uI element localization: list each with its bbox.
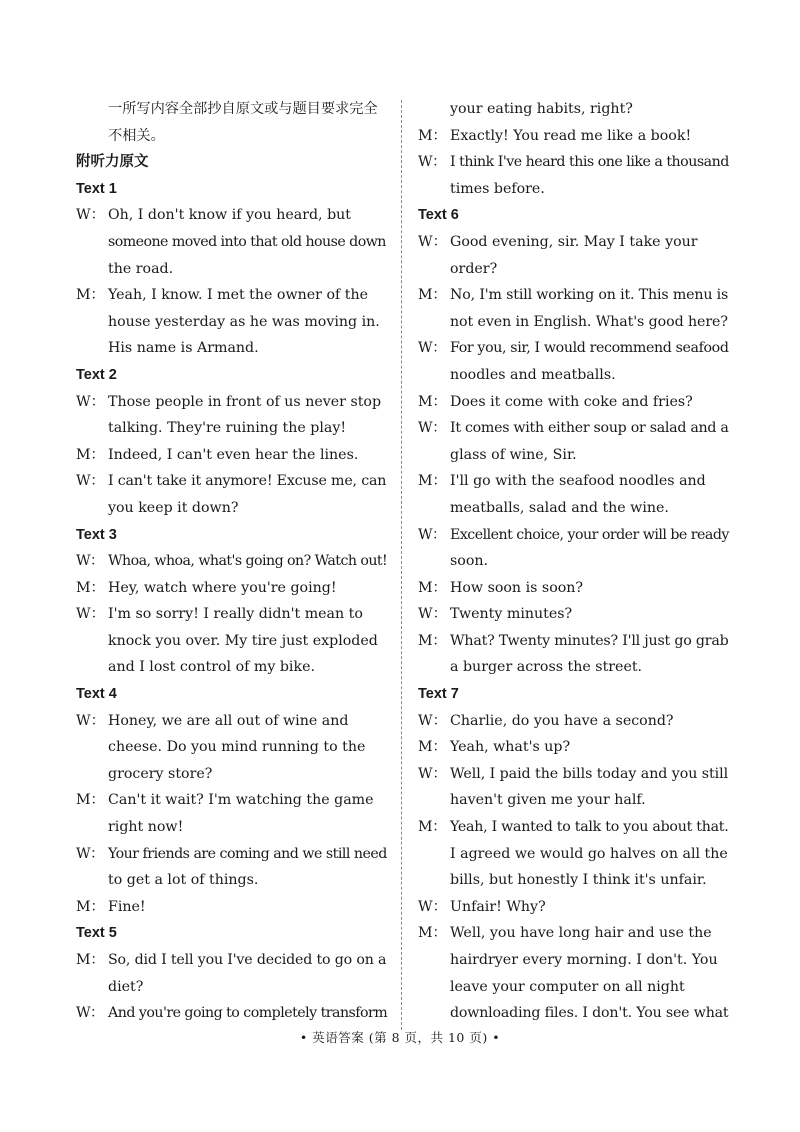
dialogue-text: How soon is soon? (450, 579, 584, 596)
dialogue-line (76, 389, 386, 416)
dialogue-line (418, 282, 728, 309)
section-heading: Text 6 (418, 207, 459, 224)
speaker-label: W： (76, 606, 105, 623)
dialogue-line (418, 894, 728, 921)
speaker-label: W： (418, 526, 446, 543)
dialogue-text: Unfair! Why? (450, 898, 546, 915)
dialogue-text: Indeed, I can't even hear the lines. (108, 446, 359, 463)
speaker-label: W： (76, 1005, 104, 1022)
text-line: downloading files. I don't. You see what (450, 1005, 729, 1022)
dialogue-text: Honey, we are all out of wine and (108, 712, 349, 729)
text-line: talking. They're ruining the play! (108, 420, 347, 437)
speaker-label: W： (418, 712, 447, 729)
text-line: 一所写内容全部抄自原文或与题目要求完全 (108, 101, 378, 117)
dialogue-line (76, 601, 386, 628)
text-line: glass of wine, Sir. (450, 446, 577, 463)
dialogue-text: Charlie, do you have a second? (450, 712, 674, 729)
text-line: someone moved into that old house down (108, 233, 386, 250)
dialogue-text: Can't it wait? I'm watching the game (108, 792, 374, 809)
dialogue-line (418, 468, 728, 495)
dialogue-text: Exactly! You read me like a book! (450, 127, 692, 144)
dialogue-line (76, 202, 386, 229)
speaker-label: M： (418, 925, 447, 942)
speaker-label: W： (418, 606, 447, 623)
speaker-label: W： (76, 207, 105, 224)
speaker-label: M： (76, 898, 105, 915)
dialogue-line (76, 548, 386, 575)
dialogue-text: I think I've heard this one like a thousand (450, 154, 729, 171)
text-line: times before. (450, 180, 545, 197)
speaker-label: W： (76, 845, 104, 862)
dialogue-text: Yeah, I know. I met the owner of the (108, 287, 368, 304)
dialogue-line (76, 787, 386, 814)
text-line: bills, but honestly I think it's unfair. (450, 872, 707, 889)
dialogue-line (418, 415, 728, 442)
dialogue-line (418, 389, 728, 416)
dialogue-text: And you're going to completely transform (108, 1005, 388, 1022)
section-title: 附听力原文 (76, 153, 149, 171)
text-line: the road. (108, 260, 174, 277)
right-column (418, 96, 728, 1027)
dialogue-text: Those people in front of us never stop (108, 393, 382, 410)
text-line: house yesterday as he was moving in. (108, 313, 380, 330)
dialogue-line (76, 468, 386, 495)
text-line: diet? (108, 978, 144, 995)
dialogue-text: Well, you have long hair and use the (450, 925, 712, 942)
speaker-label: M： (418, 739, 447, 756)
dialogue-line (76, 947, 386, 974)
text-line: cheese. Do you mind running to the (108, 739, 366, 756)
dialogue-text: Twenty minutes? (450, 606, 573, 623)
dialogue-line (418, 761, 728, 788)
text-line: you keep it down? (108, 499, 239, 516)
section-heading: Text 3 (76, 526, 117, 543)
text-line: order? (450, 260, 498, 277)
dialogue-line (418, 734, 728, 761)
dialogue-text: Yeah, what's up? (450, 739, 571, 756)
text-line: knock you over. My tire just exploded (108, 632, 378, 649)
speaker-label: M： (418, 393, 447, 410)
speaker-label: W： (76, 712, 105, 729)
speaker-label: W： (418, 898, 447, 915)
dialogue-line (418, 335, 728, 362)
section-heading: Text 1 (76, 180, 117, 197)
dialogue-text: Your friends are coming and we still need (108, 845, 387, 862)
text-line: I agreed we would go halves on all the (450, 845, 728, 862)
dialogue-line (418, 149, 728, 176)
speaker-label: W： (418, 154, 446, 171)
dialogue-line (76, 442, 386, 469)
text-line: His name is Armand. (108, 340, 259, 357)
page-footer: • 英语答案 (第 8 页，共 10 页) • (299, 1030, 501, 1045)
dialogue-line (418, 123, 728, 150)
dialogue-text: I'm so sorry! I really didn't mean to (108, 606, 363, 623)
text-line: a burger across the street. (450, 659, 643, 676)
speaker-label: M： (418, 473, 447, 490)
speaker-label: M： (418, 287, 447, 304)
speaker-label: W： (418, 420, 447, 437)
dialogue-text: Does it come with coke and fries? (450, 393, 693, 410)
text-line: soon. (450, 553, 489, 570)
dialogue-text: Yeah, I wanted to talk to you about that. (450, 819, 729, 836)
dialogue-line (76, 841, 386, 868)
text-line: 不相关。 (108, 127, 165, 144)
speaker-label: W： (76, 473, 105, 490)
dialogue-line (418, 628, 728, 655)
dialogue-text: No, I'm still working on it. This menu is (450, 287, 729, 304)
speaker-label: M： (76, 287, 105, 304)
speaker-label: W： (76, 553, 104, 570)
speaker-label: M： (418, 819, 447, 836)
dialogue-line (418, 601, 728, 628)
text-line: noodles and meatballs. (450, 366, 616, 383)
dialogue-line (418, 575, 728, 602)
section-heading: Text 4 (76, 686, 117, 703)
dialogue-text: What? Twenty minutes? I'll just go grab (450, 632, 729, 649)
speaker-label: M： (76, 952, 105, 968)
text-line: right now! (108, 819, 184, 836)
section-heading: Text 2 (76, 366, 117, 383)
text-line: your eating habits, right? (450, 101, 633, 117)
dialogue-line (76, 282, 386, 309)
dialogue-line (418, 920, 728, 947)
dialogue-text: Well, I paid the bills today and you still (450, 765, 729, 782)
dialogue-line (418, 229, 728, 256)
text-line: haven't given me your half. (450, 792, 646, 809)
speaker-label: M： (418, 632, 447, 649)
speaker-label: M： (76, 579, 105, 596)
left-column (76, 96, 386, 1027)
text-line: not even in English. What's good here? (450, 313, 728, 330)
text-line: and I lost control of my bike. (108, 659, 315, 676)
dialogue-line (418, 522, 728, 549)
dialogue-line (76, 575, 386, 602)
dialogue-text: Excellent choice, your order will be ready (450, 526, 729, 543)
dialogue-line (418, 814, 728, 841)
dialogue-text: For you, sir, I would recommend seafood (450, 340, 729, 357)
dialogue-text: Oh, I don't know if you heard, but (108, 207, 352, 224)
dialogue-text: Whoa, whoa, what's going on? Watch out! (108, 553, 388, 570)
dialogue-text: I can't take it anymore! Excuse me, can (108, 473, 387, 490)
text-line: hairdryer every morning. I don't. You (450, 952, 718, 968)
column-divider (401, 100, 402, 1030)
section-heading: Text 5 (76, 925, 117, 942)
dialogue-text: It comes with either soup or salad and a (450, 420, 729, 437)
dialogue-line (76, 1000, 386, 1027)
speaker-label: W： (418, 233, 447, 250)
dialogue-text: Good evening, sir. May I take your (450, 233, 698, 250)
text-line: leave your computer on all night (450, 978, 685, 995)
dialogue-line (418, 708, 728, 735)
speaker-label: W： (418, 765, 447, 782)
dialogue-line (76, 894, 386, 921)
speaker-label: W： (76, 393, 105, 410)
text-line: to get a lot of things. (108, 872, 259, 889)
speaker-label: M： (76, 792, 105, 809)
dialogue-text: Fine! (108, 898, 146, 915)
dialogue-line (76, 708, 386, 735)
section-heading: Text 7 (418, 686, 459, 703)
speaker-label: W： (418, 340, 447, 357)
dialogue-text: Hey, watch where you're going! (108, 579, 337, 596)
speaker-label: M： (418, 127, 447, 144)
speaker-label: M： (418, 579, 447, 596)
text-line: meatballs, salad and the wine. (450, 499, 669, 516)
dialogue-text: I'll go with the seafood noodles and (450, 473, 706, 490)
text-line: grocery store? (108, 765, 213, 782)
dialogue-text: So, did I tell you I've decided to go on a (108, 952, 387, 968)
speaker-label: M： (76, 446, 105, 463)
